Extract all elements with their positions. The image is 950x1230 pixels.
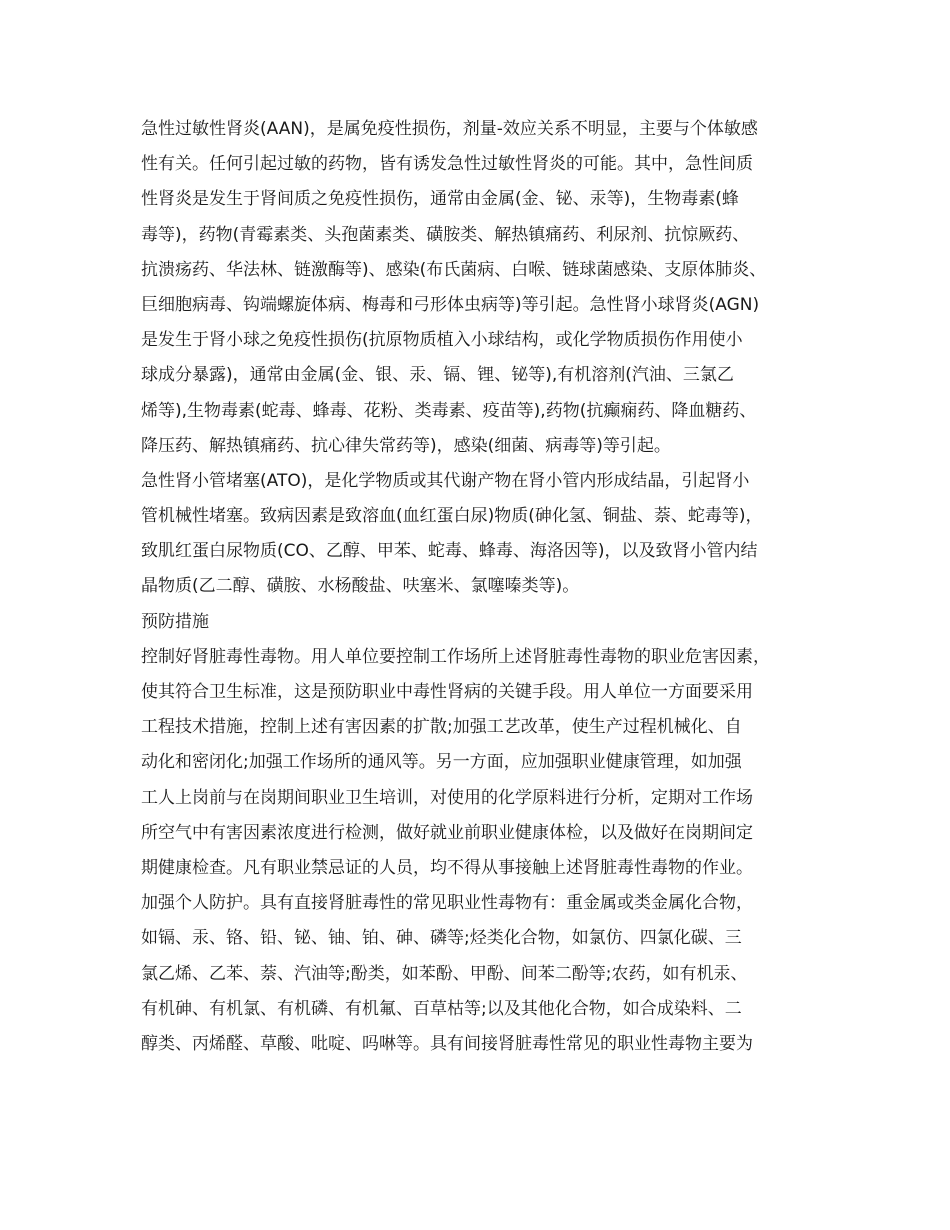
text-line: 醇类、丙烯醛、草酸、吡啶、吗啉等。具有间接肾脏毒性常见的职业性毒物主要为 <box>141 1033 753 1054</box>
text-line: 降压药、解热镇痛药、抗心律失常药等)，感染(细菌、病毒等)等引起。 <box>141 435 671 456</box>
text-line: 有机砷、有机氯、有机磷、有机氟、百草枯等;以及其他化合物，如合成染料、二 <box>141 998 742 1019</box>
text-line: 抗溃疡药、华法林、链激酶等)、感染(布氏菌病、白喉、链球菌感染、支原体肺炎、 <box>141 259 767 280</box>
text-line: 如镉、汞、铬、铅、铋、铀、铂、砷、磷等;烃类化合物，如氯仿、四氯化碳、三 <box>141 928 742 949</box>
text-line: 烯等),生物毒素(蛇毒、蜂毒、花粉、类毒素、疫苗等),药物(抗癫痫药、降血糖药、 <box>141 400 757 421</box>
text-line: 性有关。任何引起过敏的药物，皆有诱发急性过敏性肾炎的可能。其中，急性间质 <box>141 154 753 175</box>
text-line: 致肌红蛋白尿物质(CO、乙醇、甲苯、蛇毒、蜂毒、海洛因等)，以及致肾小管内结 <box>141 541 758 562</box>
text-line: 使其符合卫生标准，这是预防职业中毒性肾病的关键手段。用人单位一方面要采用 <box>141 682 753 702</box>
text-line: 所空气中有害因素浓度进行检测，做好就业前职业健康体检，以及做好在岗期间定 <box>141 822 753 843</box>
document-body <box>141 112 831 1062</box>
text-line: 工程技术措施，控制上述有害因素的扩散;加强工艺改革，使生产过程机械化、自 <box>141 717 742 738</box>
text-line: 管机械性堵塞。致病因素是致溶血(血红蛋白尿)物质(砷化氢、铜盐、萘、蛇毒等)， <box>141 506 763 527</box>
text-line: 毒等)，药物(青霉素类、头孢菌素类、磺胺类、解热镇痛药、利尿剂、抗惊厥药、 <box>141 224 750 245</box>
text-line: 晶物质(乙二醇、磺胺、水杨酸盐、呋塞米、氯噻嗪类等)。 <box>141 576 580 597</box>
text-line: 急性过敏性肾炎(AAN)，是属免疫性损伤，剂量-效应关系不明显，主要与个体敏感 <box>141 119 758 139</box>
text-line: 加强个人防护。具有直接肾脏毒性的常见职业性毒物有：重金属或类金属化合物， <box>141 893 753 914</box>
text-line: 是发生于肾小球之免疫性损伤(抗原物质植入小球结构，或化学物质损伤作用使小 <box>141 330 743 351</box>
text-line: 球成分暴露)，通常由金属(金、银、汞、镉、锂、铋等),有机溶剂(汽油、三氯乙 <box>141 365 734 386</box>
text-line: 工人上岗前与在岗期间职业卫生培训，对使用的化学原料进行分析，定期对工作场 <box>141 787 753 808</box>
section-heading: 预防措施 <box>141 611 209 632</box>
text-line: 期健康检查。凡有职业禁忌证的人员，均不得从事接触上述肾脏毒性毒物的作业。 <box>141 857 753 878</box>
text-line: 控制好肾脏毒性毒物。用人单位要控制工作场所上述肾脏毒性毒物的职业危害因素， <box>141 646 770 667</box>
text-line: 性肾炎是发生于肾间质之免疫性损伤，通常由金属(金、铋、汞等)，生物毒素(蜂 <box>141 189 739 210</box>
text-line: 氯乙烯、乙苯、萘、汽油等;酚类，如苯酚、甲酚、间苯二酚等;农药，如有机汞、 <box>141 963 748 984</box>
text-line: 急性肾小管堵塞(ATO)，是化学物质或其代谢产物在肾小管内形成结晶，引起肾小 <box>141 470 750 491</box>
text-line: 巨细胞病毒、钩端螺旋体病、梅毒和弓形体虫病等)等引起。急性肾小球肾炎(AGN) <box>141 294 760 315</box>
text-line: 动化和密闭化;加强工作场所的通风等。另一方面，应加强职业健康管理，如加强 <box>141 752 742 773</box>
